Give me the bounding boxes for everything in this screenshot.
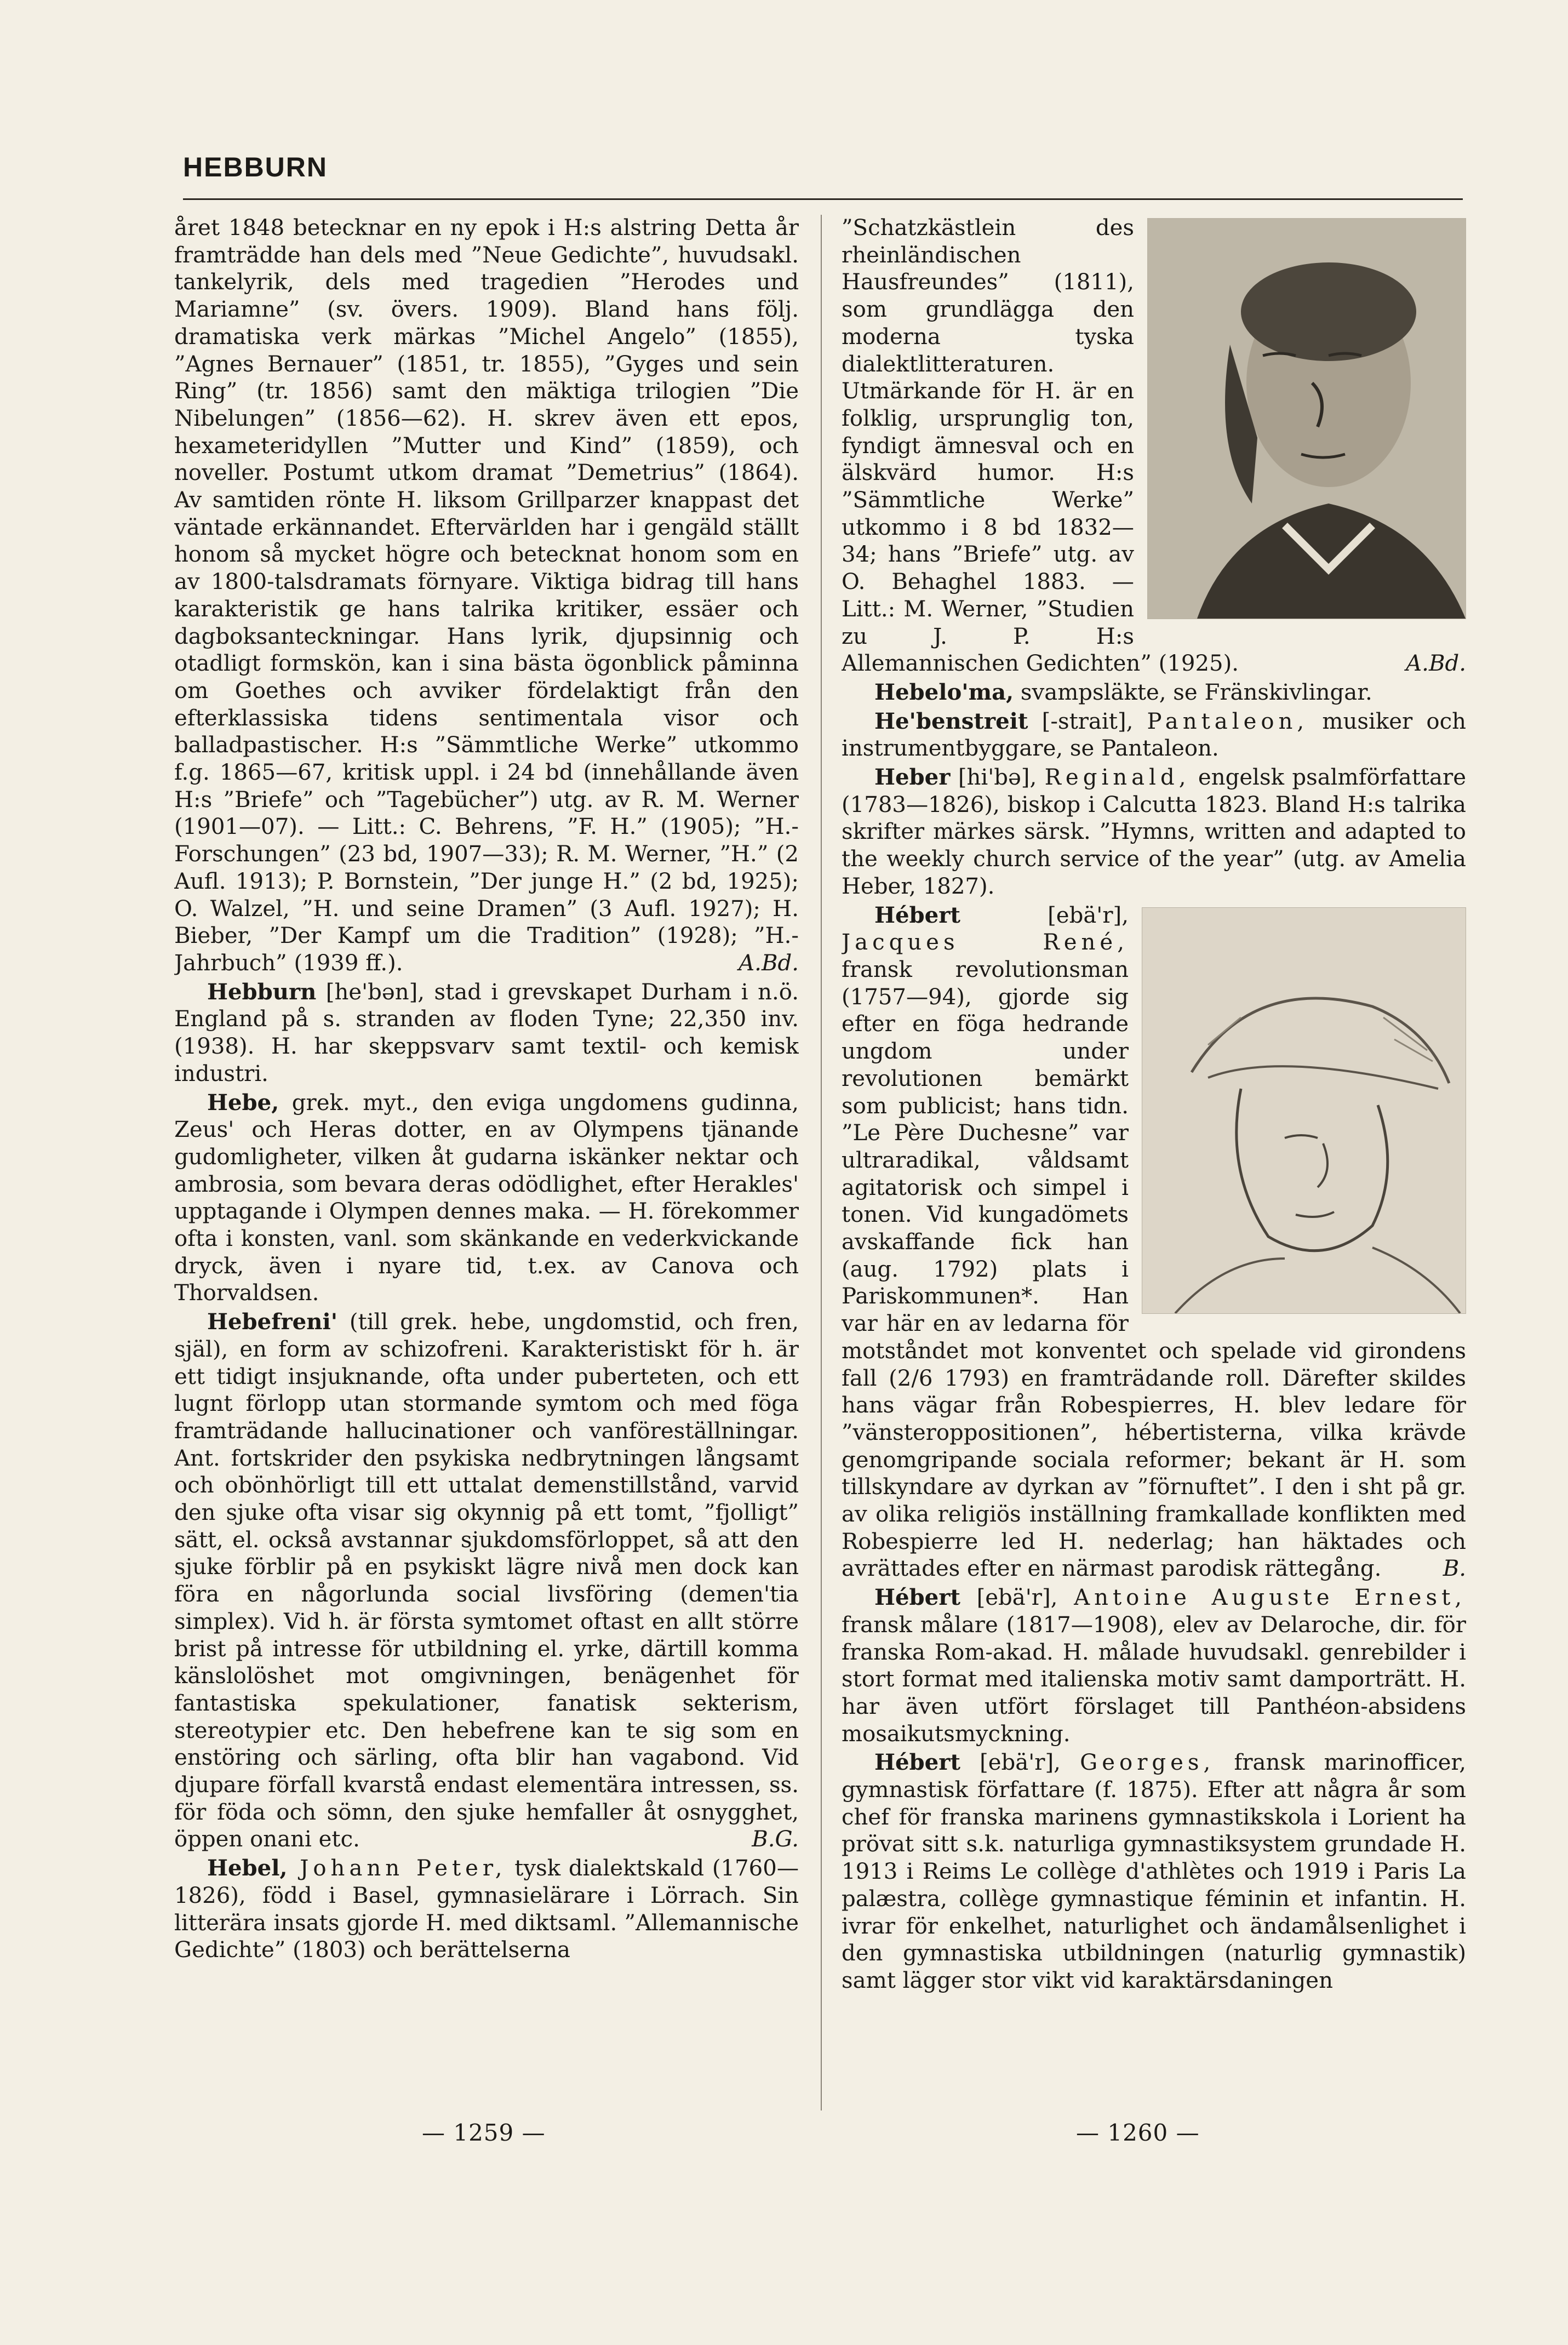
left-column bbox=[174, 215, 799, 2110]
headword: Hébert bbox=[874, 1749, 960, 1776]
page-number-left: — 1259 — bbox=[422, 2119, 546, 2146]
headword: Hebe, bbox=[207, 1089, 279, 1116]
entry-text-tail: engelsk psalmförfattare (1783—1826), biskop i Calcutta 1823. Bland H:s talrika skrifter märkes särsk. ”Hymns, written and adapted to the weekly church service of the year” (utg. av Amelia Heber, 1827). bbox=[842, 765, 1466, 899]
entry-text-tail: fransk revolutionsman (1757—94), gjorde sig efter en föga hedrande ungdom under revolutionen bemärkt som publicist; hans tidn. ”Le Père Duchesne” var ultraradikal, våldsamt agitatorisk och simpel i tonen. Vid kungadömets avskaffande fick han (aug. 1792) plats i Pariskommunen*. Han var här en av ledarna för motståndet mot konventet och spelade vid girondens fall (2/6 1793) en framträdande roll. Därefter skildes hans vägar från Robespierres, H. blev ledare för ”vänsteroppositionen”, hébertisterna, vilka krävde genomgripande sociala reformer; bekant är H. som tillskyndare av dyrkan av ”förnuftet”. I den i sht på gr. av olika religiös inställning framkallade konflikten med Robespierre led H. nederlag; han häktades och avrättades efter en närmast parodisk rättegång. bbox=[842, 957, 1466, 1582]
entry-text-tail: fransk marinofficer, gymnastisk författare (f. 1875). Efter att några år som chef för franska marinens gymnastikskola i Lorient ha prövat sitt s.k. naturliga gymnastiksystem grundade H. 1913 i Reims Le collège d'athlètes och 1919 i Paris La palæstra, collège gymnastique féminin et infantin. H. ivrar för enkelhet, naturlighet och ändamålsenlighet i den gymnastiska utbildningen (naturlig gymnastik) samt lägger stor vikt vid karaktärsdaningen bbox=[842, 1750, 1466, 1993]
entry-text: (till grek. hebe, ungdomstid, och fren, själ), en form av schizofreni. Karakteristiskt för h. är ett tidigt insjuknande, ofta under puberteten, och ett lugnt förlopp utan stormande symtom och med föga framträdande hallucinationer och vanföreställningar. Ant. fortskrider den psykiska nedbrytningen långsamt och obönhörligt till ett uttalat demenstillstånd, varvid den sjuke ofta visar sig okynnig på ett tomt, ”fjolligt” sätt, el. också avstannar sjukdomsförloppet, så att den sjuke förblir på en psykiskt lägre nivå men dock kan föra en någorlunda social livsföring (demen'tia simplex). Vid h. är första symtomet oftast en allt större brist på intresse för utbildning el. yrke, därtill komma känslolöshet mot omgivningen, benägenhet för fantastiska spekulationer, fanatisk sekterism, stereotypier etc. Den hebefrene kan te sig som en enstöring och särling, ofta blir han vagabond. Vid djupare förfall kvarstå endast elementära intressen, ss. för föda och sömn, den sjuke hemfaller åt osnygghet, öppen onani etc. bbox=[174, 1309, 799, 1852]
entry-text: grek. myt., den eviga ungdomens gudinna, Zeus' och Heras dotter, en av Olympens tjänande gudomligheter, vilken åt gudarna iskänker nektar och ambrosia, som bevara deras odödlighet, efter Herakles' upptagande i Olympen dennes maka. — H. förekommer ofta i konsten, vanl. som skänkande en vederkvickande dryck, även i nyare tid, t.ex. av Canova och Thorvaldsen. bbox=[174, 1090, 799, 1306]
entry-hebert-georges bbox=[842, 1749, 1466, 1994]
headword: He'benstreit bbox=[874, 708, 1028, 734]
entry-heber bbox=[842, 764, 1466, 901]
header-rule bbox=[183, 198, 1463, 200]
entry-hebert-antoine bbox=[842, 1584, 1466, 1748]
headword: Hebefreni' bbox=[207, 1309, 338, 1335]
headword: Hebel, bbox=[207, 1855, 288, 1881]
headword: Hebelo'ma, bbox=[874, 679, 1014, 705]
entry-text: [he'bən], stad i grevskapet Durham i n.ö. England på s. stranden av floden Tyne; 22,350 inv. (1938). H. har skeppsvarv samt textil- och kemisk industri. bbox=[174, 979, 799, 1086]
entry-text: tysk dialektskald (1760—1826), född i Basel, gymnasielärare i Lörrach. Sin litterära insats gjorde H. med diktsaml. ”Allemannische Gedichte” (1803) och berättelserna bbox=[174, 1856, 799, 1963]
signature: A.Bd. bbox=[1406, 651, 1466, 677]
headword: Hebburn bbox=[207, 979, 317, 1005]
entry-text: [ebä'r], bbox=[960, 902, 1129, 928]
entry-text: [-strait], bbox=[1028, 708, 1147, 734]
page-number-right: — 1260 — bbox=[1076, 2119, 1200, 2146]
headword: Heber bbox=[874, 764, 951, 791]
entry-name-spaced: Antoine Auguste Ernest, bbox=[1074, 1585, 1466, 1611]
signature: B.G. bbox=[752, 1827, 799, 1852]
headword: Hébert bbox=[874, 902, 960, 928]
entry-text: ”Schatzkästlein des rheinländischen Hausfreundes” (1811), som grundlägga den moderna tyska dialektlitteraturen. Utmärkande för H. är en folklig, ursprunglig ton, fyndigt ämnesval och en älskvärd humor. H:s ”Sämmtliche Werke” utkommo i 8 bd 1832—34; hans ”Briefe” utg. av O. Behaghel 1883. — Litt.: M. Werner, ”Studien zu J. P. H:s Allemannischen Gedichten” (1925). bbox=[842, 215, 1239, 677]
entry-name-spaced: Georges, bbox=[1080, 1750, 1215, 1776]
entry-text-tail: fransk målare (1817—1908), elev av Delaroche, dir. för franska Rom-akad. H. målade huvudsakl. genrebilder i stort format med italienska motiv samt damporträtt. H. har även utfört förslaget till Panthéon-absidens mosaikutsmyckning. bbox=[842, 1612, 1466, 1747]
entry-hebburn bbox=[174, 979, 799, 1088]
entry-hebel bbox=[174, 1855, 799, 1964]
entry-hebeloma bbox=[842, 679, 1466, 707]
entry-hebefreni bbox=[174, 1308, 799, 1854]
page-header: HEBBURN bbox=[183, 152, 328, 182]
entry-name-spaced: Pantaleon, bbox=[1147, 708, 1309, 734]
entry-hebe bbox=[174, 1089, 799, 1308]
entry-hebbel-continued bbox=[174, 215, 799, 977]
signature: B. bbox=[1443, 1556, 1466, 1582]
entry-hebenstreit bbox=[842, 708, 1466, 763]
portrait-hebert-sketch bbox=[1142, 907, 1466, 1314]
signature: A.Bd. bbox=[739, 950, 799, 976]
entry-text: året 1848 betecknar en ny epok i H:s alstring Detta år framträdde han dels med ”Neue Gedichte”, huvudsakl. tankelyrik, dels med tragedien ”Herodes und Mariamne” (sv. övers. 1909). Bland hans följ. dramatiska verk märkas ”Michel Angelo” (1855), ”Agnes Bernauer” (1851, tr. 1855), ”Gyges und sein Ring” (tr. 1856) samt den mäktiga trilogien ”Die Nibelungen” (1856—62). H. skrev även ett epos, hexameteridyllen ”Mutter und Kind” (1859), och noveller. Postumt utkom dramat ”Demetrius” (1864). Av samtiden rönte H. liksom Grillparzer knappast det väntade erkännandet. Eftervärlden har i gengäld ställt honom så mycket högre och betecknat honom som en av 1800-talsdramats förnyare. Viktiga bidrag till hans karakteristik ge hans talrika kritiker, essäer och dagboksanteckningar. Hans lyrik, djupsinnig och otadligt formskön, kan i sina bästa ögonblick påminna om Goethes och avviker fördelaktigt från den efterklassiska tidens sentimentala visor och balladpastischer. H:s ”Sämmtliche Werke” utkommo f.g. 1865—67, kritisk uppl. i 24 bd (innehållande även H:s ”Briefe” och ”Tagebücher”) utg. av R. M. Werner (1901—07). — Litt.: C. Behrens, ”F. H.” (1905); ”H.-Forschungen” (23 bd, 1907—33); R. M. Werner, ”H.” (2 Aufl. 1913); P. Bornstein, ”Der junge H.” (2 bd, 1925); O. Walzel, ”H. und seine Dramen” (3 Aufl. 1927); H. Bieber, ”Der Kampf um die Tradition” (1928); ”H.-Jahrbuch” (1939 ff.). bbox=[174, 215, 799, 976]
headword: Hébert bbox=[874, 1585, 960, 1611]
entry-text: svampsläkte, se Fränskivlingar. bbox=[1014, 679, 1372, 705]
entry-name-spaced: Reginald, bbox=[1044, 765, 1191, 791]
entry-text: [hi'bə], bbox=[950, 765, 1045, 791]
entry-name-spaced: Johann Peter, bbox=[287, 1856, 507, 1881]
entry-name-spaced: Jacques René, bbox=[842, 930, 1129, 956]
entry-text: [ebä'r], bbox=[960, 1750, 1080, 1776]
entry-text-tail: musiker och instrumentbyggare, se Pantaleon. bbox=[842, 708, 1466, 762]
right-column bbox=[842, 215, 1466, 2110]
entry-text: [ebä'r], bbox=[960, 1585, 1074, 1611]
portrait-hebel bbox=[1147, 218, 1466, 619]
column-separator bbox=[821, 215, 822, 2110]
